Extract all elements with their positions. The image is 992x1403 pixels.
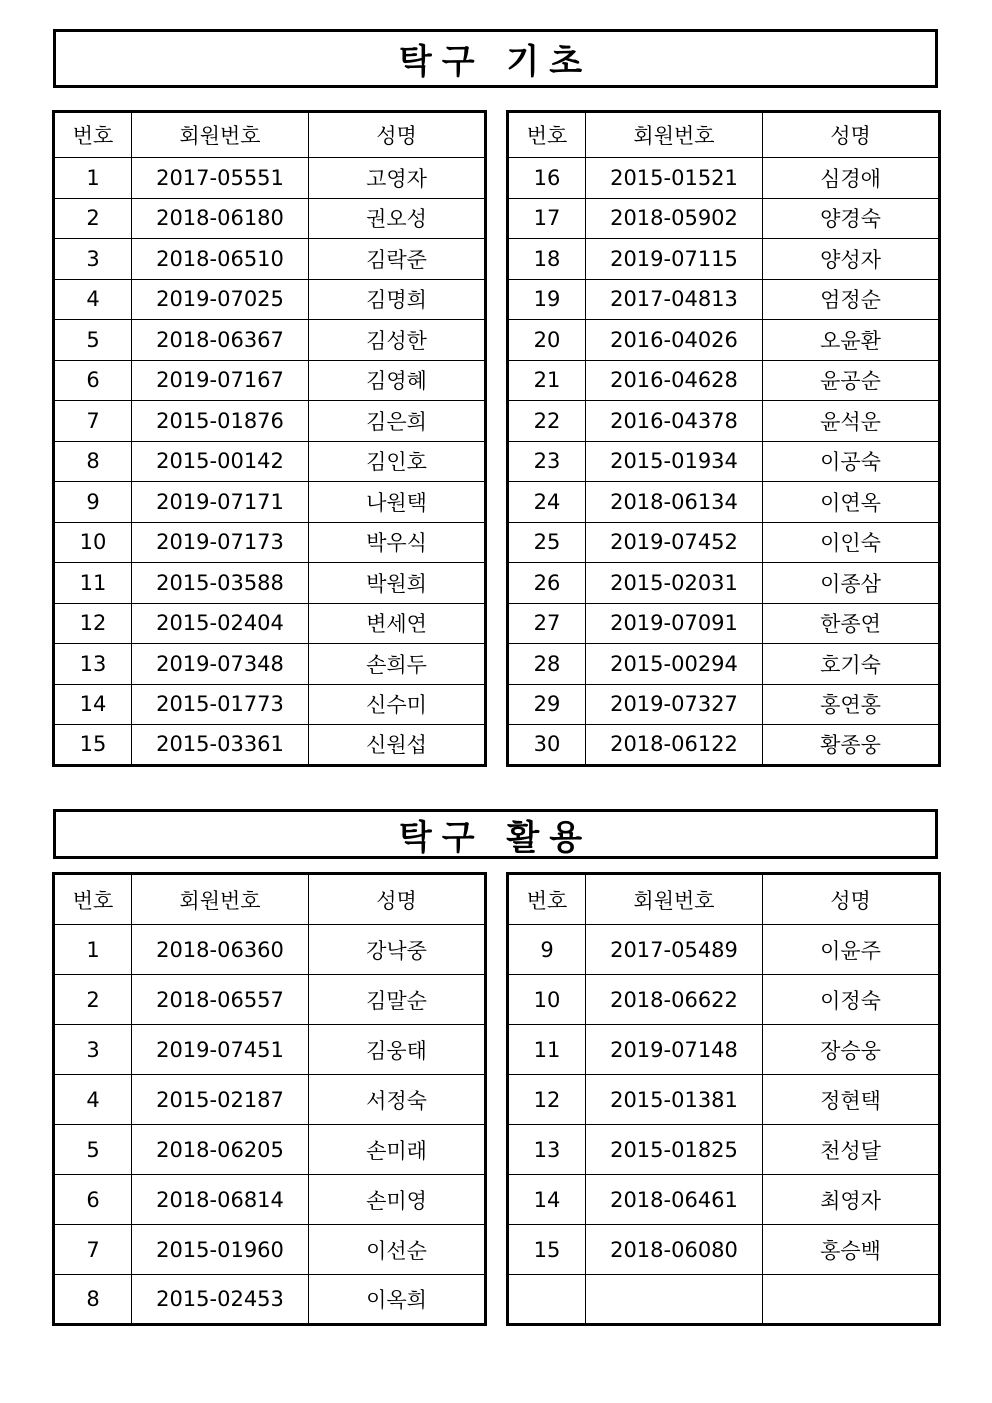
table-row bbox=[54, 975, 486, 1025]
cell-member-id: 2015-01773 bbox=[132, 684, 309, 725]
table-row bbox=[508, 360, 940, 401]
cell-number: 4 bbox=[54, 279, 132, 320]
table-row bbox=[54, 1225, 486, 1275]
cell-member-id bbox=[586, 1275, 763, 1325]
table-row bbox=[54, 1175, 486, 1225]
header-member-id: 회원번호 bbox=[586, 874, 763, 925]
cell-member-id: 2016-04026 bbox=[586, 320, 763, 361]
header-row bbox=[508, 112, 940, 158]
header-member-id: 회원번호 bbox=[132, 112, 309, 158]
cell-member-id: 2015-01934 bbox=[586, 441, 763, 482]
cell-number: 17 bbox=[508, 198, 586, 239]
header-row bbox=[508, 874, 940, 925]
table-row bbox=[54, 563, 486, 604]
table-row bbox=[54, 158, 486, 199]
cell-member-id: 2018-06557 bbox=[132, 975, 309, 1025]
cell-member-id: 2018-06461 bbox=[586, 1175, 763, 1225]
cell-member-id: 2018-06814 bbox=[132, 1175, 309, 1225]
cell-number: 6 bbox=[54, 1175, 132, 1225]
cell-name: 양성자 bbox=[763, 239, 940, 280]
cell-number: 2 bbox=[54, 198, 132, 239]
table-row bbox=[508, 925, 940, 975]
cell-member-id: 2015-02404 bbox=[132, 603, 309, 644]
cell-number: 9 bbox=[54, 482, 132, 523]
table-row bbox=[508, 1225, 940, 1275]
cell-member-id: 2019-07173 bbox=[132, 522, 309, 563]
cell-number: 14 bbox=[508, 1175, 586, 1225]
cell-number: 26 bbox=[508, 563, 586, 604]
cell-number: 25 bbox=[508, 522, 586, 563]
cell-name: 김락준 bbox=[309, 239, 486, 280]
cell-number: 4 bbox=[54, 1075, 132, 1125]
cell-number: 21 bbox=[508, 360, 586, 401]
table-row bbox=[54, 401, 486, 442]
cell-number: 19 bbox=[508, 279, 586, 320]
table-row bbox=[54, 320, 486, 361]
roster-table-basic-right bbox=[506, 110, 941, 767]
cell-number: 1 bbox=[54, 925, 132, 975]
table-row bbox=[508, 684, 940, 725]
cell-number: 12 bbox=[508, 1075, 586, 1125]
cell-number: 9 bbox=[508, 925, 586, 975]
section-title-basic: 탁구 기초 bbox=[53, 29, 938, 88]
cell-name: 최영자 bbox=[763, 1175, 940, 1225]
cell-name: 홍승백 bbox=[763, 1225, 940, 1275]
header-member-id: 회원번호 bbox=[586, 112, 763, 158]
cell-member-id: 2019-07171 bbox=[132, 482, 309, 523]
cell-name: 권오성 bbox=[309, 198, 486, 239]
cell-number: 11 bbox=[54, 563, 132, 604]
cell-number: 15 bbox=[54, 725, 132, 766]
cell-name: 이정숙 bbox=[763, 975, 940, 1025]
cell-name: 한종연 bbox=[763, 603, 940, 644]
table-row bbox=[54, 482, 486, 523]
table-row bbox=[508, 644, 940, 685]
table-row bbox=[54, 1025, 486, 1075]
table-row bbox=[508, 1125, 940, 1175]
cell-member-id: 2018-06367 bbox=[132, 320, 309, 361]
cell-member-id: 2015-02031 bbox=[586, 563, 763, 604]
cell-number: 8 bbox=[54, 1275, 132, 1325]
table-row bbox=[54, 522, 486, 563]
cell-number: 16 bbox=[508, 158, 586, 199]
cell-member-id: 2019-07148 bbox=[586, 1025, 763, 1075]
table-row bbox=[54, 279, 486, 320]
table-row bbox=[508, 198, 940, 239]
cell-name: 심경애 bbox=[763, 158, 940, 199]
cell-number: 24 bbox=[508, 482, 586, 523]
cell-name: 김말순 bbox=[309, 975, 486, 1025]
cell-name: 김명희 bbox=[309, 279, 486, 320]
cell-number: 27 bbox=[508, 603, 586, 644]
cell-member-id: 2017-04813 bbox=[586, 279, 763, 320]
cell-number: 22 bbox=[508, 401, 586, 442]
cell-number: 5 bbox=[54, 1125, 132, 1175]
section-title-applied: 탁구 활용 bbox=[53, 809, 938, 859]
cell-number: 2 bbox=[54, 975, 132, 1025]
cell-number: 6 bbox=[54, 360, 132, 401]
table-row bbox=[508, 441, 940, 482]
table-row bbox=[54, 925, 486, 975]
cell-member-id: 2018-06622 bbox=[586, 975, 763, 1025]
cell-member-id: 2015-01960 bbox=[132, 1225, 309, 1275]
header-number: 번호 bbox=[508, 874, 586, 925]
cell-number: 30 bbox=[508, 725, 586, 766]
cell-member-id: 2015-03361 bbox=[132, 725, 309, 766]
cell-name: 호기숙 bbox=[763, 644, 940, 685]
cell-member-id: 2018-06510 bbox=[132, 239, 309, 280]
cell-name: 박원희 bbox=[309, 563, 486, 604]
cell-name: 나원택 bbox=[309, 482, 486, 523]
cell-name: 정현택 bbox=[763, 1075, 940, 1125]
cell-name: 김성한 bbox=[309, 320, 486, 361]
cell-member-id: 2017-05489 bbox=[586, 925, 763, 975]
header-number: 번호 bbox=[54, 112, 132, 158]
cell-number: 28 bbox=[508, 644, 586, 685]
cell-name: 이공숙 bbox=[763, 441, 940, 482]
table-row bbox=[508, 975, 940, 1025]
cell-number: 15 bbox=[508, 1225, 586, 1275]
table-row bbox=[508, 725, 940, 766]
cell-name: 서정숙 bbox=[309, 1075, 486, 1125]
table-row bbox=[54, 1275, 486, 1325]
table-row bbox=[508, 401, 940, 442]
table-row bbox=[54, 360, 486, 401]
cell-member-id: 2019-07348 bbox=[132, 644, 309, 685]
cell-number: 13 bbox=[54, 644, 132, 685]
cell-number: 11 bbox=[508, 1025, 586, 1075]
cell-member-id: 2018-06080 bbox=[586, 1225, 763, 1275]
cell-member-id: 2015-01825 bbox=[586, 1125, 763, 1175]
table-row bbox=[508, 158, 940, 199]
table-row bbox=[508, 563, 940, 604]
cell-member-id: 2018-05902 bbox=[586, 198, 763, 239]
header-name: 성명 bbox=[309, 112, 486, 158]
roster-table-basic-left bbox=[52, 110, 487, 767]
table-row bbox=[54, 684, 486, 725]
cell-number: 8 bbox=[54, 441, 132, 482]
cell-number: 7 bbox=[54, 401, 132, 442]
cell-name: 황종웅 bbox=[763, 725, 940, 766]
cell-name: 이윤주 bbox=[763, 925, 940, 975]
table-row bbox=[54, 644, 486, 685]
table-row bbox=[508, 1275, 940, 1325]
table-row bbox=[508, 603, 940, 644]
cell-member-id: 2019-07452 bbox=[586, 522, 763, 563]
cell-member-id: 2016-04378 bbox=[586, 401, 763, 442]
cell-member-id: 2015-01876 bbox=[132, 401, 309, 442]
header-number: 번호 bbox=[54, 874, 132, 925]
cell-name: 변세연 bbox=[309, 603, 486, 644]
cell-member-id: 2016-04628 bbox=[586, 360, 763, 401]
cell-name: 손희두 bbox=[309, 644, 486, 685]
cell-member-id: 2015-00294 bbox=[586, 644, 763, 685]
table-row bbox=[508, 320, 940, 361]
cell-name: 이선순 bbox=[309, 1225, 486, 1275]
cell-member-id: 2018-06122 bbox=[586, 725, 763, 766]
header-row bbox=[54, 874, 486, 925]
cell-number: 10 bbox=[54, 522, 132, 563]
cell-name: 신수미 bbox=[309, 684, 486, 725]
cell-member-id: 2019-07115 bbox=[586, 239, 763, 280]
cell-name: 이옥희 bbox=[309, 1275, 486, 1325]
cell-number: 5 bbox=[54, 320, 132, 361]
cell-member-id: 2018-06180 bbox=[132, 198, 309, 239]
cell-number: 1 bbox=[54, 158, 132, 199]
cell-name bbox=[763, 1275, 940, 1325]
cell-name: 양경숙 bbox=[763, 198, 940, 239]
cell-name: 윤공순 bbox=[763, 360, 940, 401]
cell-name: 강낙중 bbox=[309, 925, 486, 975]
cell-member-id: 2015-00142 bbox=[132, 441, 309, 482]
cell-member-id: 2015-01381 bbox=[586, 1075, 763, 1125]
cell-name: 손미영 bbox=[309, 1175, 486, 1225]
cell-name: 김인호 bbox=[309, 441, 486, 482]
table-row bbox=[508, 239, 940, 280]
roster-table-applied-left bbox=[52, 872, 487, 1326]
header-name: 성명 bbox=[763, 112, 940, 158]
cell-number: 12 bbox=[54, 603, 132, 644]
cell-number: 14 bbox=[54, 684, 132, 725]
table-row bbox=[54, 1125, 486, 1175]
cell-member-id: 2019-07451 bbox=[132, 1025, 309, 1075]
table-row bbox=[508, 1075, 940, 1125]
table-row bbox=[508, 522, 940, 563]
table-row bbox=[54, 198, 486, 239]
cell-number: 20 bbox=[508, 320, 586, 361]
cell-number: 13 bbox=[508, 1125, 586, 1175]
header-row bbox=[54, 112, 486, 158]
cell-number: 3 bbox=[54, 239, 132, 280]
table-row bbox=[54, 239, 486, 280]
cell-name: 김영혜 bbox=[309, 360, 486, 401]
table-row bbox=[54, 725, 486, 766]
cell-name: 천성달 bbox=[763, 1125, 940, 1175]
header-number: 번호 bbox=[508, 112, 586, 158]
cell-name: 고영자 bbox=[309, 158, 486, 199]
cell-name: 이인숙 bbox=[763, 522, 940, 563]
cell-member-id: 2015-03588 bbox=[132, 563, 309, 604]
cell-name: 장승웅 bbox=[763, 1025, 940, 1075]
cell-number: 23 bbox=[508, 441, 586, 482]
table-row bbox=[508, 279, 940, 320]
cell-member-id: 2017-05551 bbox=[132, 158, 309, 199]
table-row bbox=[54, 1075, 486, 1125]
cell-name: 손미래 bbox=[309, 1125, 486, 1175]
cell-member-id: 2019-07025 bbox=[132, 279, 309, 320]
cell-name: 이종삼 bbox=[763, 563, 940, 604]
cell-name: 오윤환 bbox=[763, 320, 940, 361]
cell-number bbox=[508, 1275, 586, 1325]
cell-member-id: 2018-06360 bbox=[132, 925, 309, 975]
cell-number: 10 bbox=[508, 975, 586, 1025]
table-row bbox=[508, 1025, 940, 1075]
cell-name: 엄정순 bbox=[763, 279, 940, 320]
cell-name: 홍연홍 bbox=[763, 684, 940, 725]
cell-number: 3 bbox=[54, 1025, 132, 1075]
cell-name: 윤석운 bbox=[763, 401, 940, 442]
cell-number: 29 bbox=[508, 684, 586, 725]
table-row bbox=[54, 441, 486, 482]
cell-member-id: 2015-01521 bbox=[586, 158, 763, 199]
header-member-id: 회원번호 bbox=[132, 874, 309, 925]
cell-member-id: 2019-07167 bbox=[132, 360, 309, 401]
cell-name: 이연옥 bbox=[763, 482, 940, 523]
cell-name: 김웅태 bbox=[309, 1025, 486, 1075]
table-row bbox=[508, 1175, 940, 1225]
cell-member-id: 2018-06205 bbox=[132, 1125, 309, 1175]
cell-member-id: 2019-07327 bbox=[586, 684, 763, 725]
cell-number: 7 bbox=[54, 1225, 132, 1275]
cell-name: 김은희 bbox=[309, 401, 486, 442]
cell-name: 박우식 bbox=[309, 522, 486, 563]
roster-table-applied-right bbox=[506, 872, 941, 1326]
cell-number: 18 bbox=[508, 239, 586, 280]
table-row bbox=[508, 482, 940, 523]
header-name: 성명 bbox=[763, 874, 940, 925]
cell-name: 신원섭 bbox=[309, 725, 486, 766]
table-row bbox=[54, 603, 486, 644]
cell-member-id: 2015-02187 bbox=[132, 1075, 309, 1125]
cell-member-id: 2018-06134 bbox=[586, 482, 763, 523]
cell-member-id: 2015-02453 bbox=[132, 1275, 309, 1325]
header-name: 성명 bbox=[309, 874, 486, 925]
cell-member-id: 2019-07091 bbox=[586, 603, 763, 644]
